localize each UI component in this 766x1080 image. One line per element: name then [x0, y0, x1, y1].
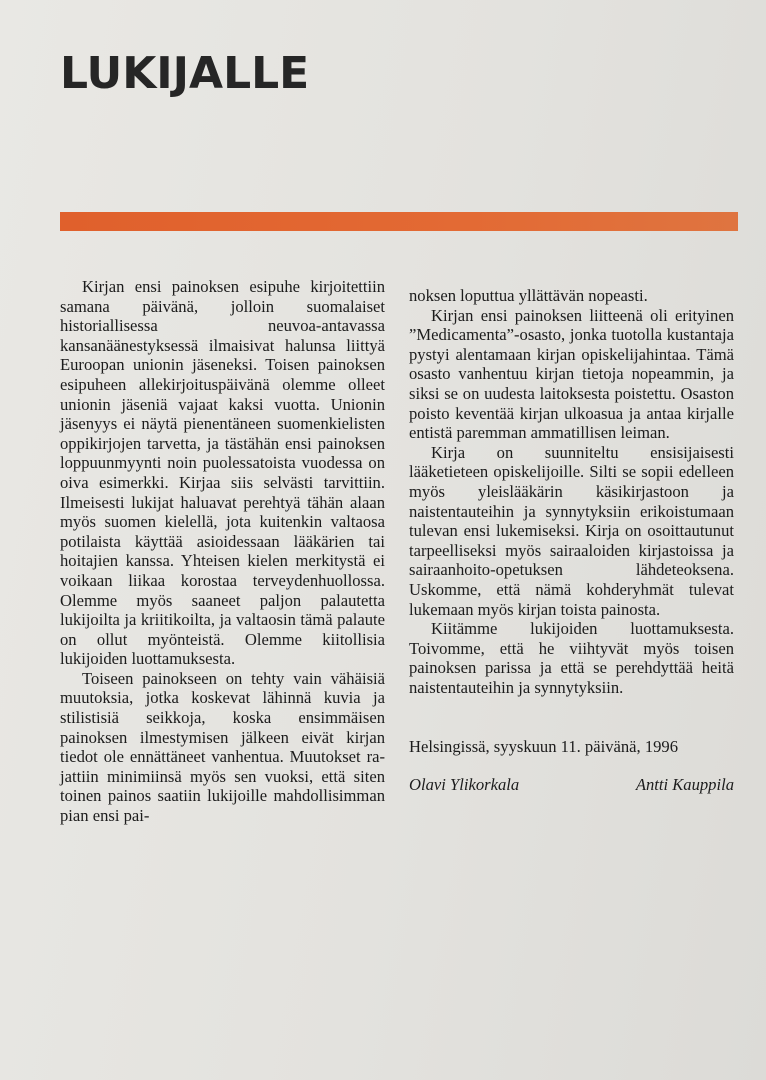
signature-kauppila: Antti Kauppila [635, 775, 734, 795]
right-column [409, 286, 734, 795]
place-and-date: Helsingissä, syyskuun 11. päivänä, 1996 [409, 737, 679, 757]
paragraph-5: Kiitämme lukijoiden luottamuksesta. Toivomme, että he viihtyvät myös toisen painoksen parissa ja että se perehdyttää heitä naistentauteihin ja synnytyksiin. [409, 619, 734, 697]
page-title: LUKIJALLE [60, 48, 310, 99]
signature-ylikorkala: Olavi Ylikorkala [409, 775, 520, 795]
spacer [409, 697, 734, 737]
paragraph-1: Kirjan ensi painoksen esipuhe kirjoitettiin samana päivänä, jolloin suomalaiset historiallisessa neuvoa-antavassa kansanäänestyksessä ilmaisivat halunsa liittyä Euroopan unionin jäseneksi. Toisen painoksen esipuheen allekirjoituspäivänä olemme olleet unionin jäseniä vajaat kaksi vuotta. Unionin jäsenyys ei näytä pienentäneen suomenkielisten oppikirjojen tarvetta, ja tästähän ensi painoksen loppuunmyynti noin puolessatoista vuodessa on oiva esimerkki. Kirjaa siis selvästi tarvittiin. Ilmeisesti lukijat haluavat perehtyä tähän alaan myös suomen kielellä, jota kuitenkin valtaosa potilaista käyttää asioidessaan lääkärien tai hoitajien kanssa. Yhteisen kielen merkitystä ei voikaan liikaa korostaa terveydenhuollossa. Olemme myös saaneet paljon palautetta lukijoilta ja kriitikoilta, ja valtaosin tämä palaute on ollut myönteistä. Olemme kiitollisia lukijoiden luottamuksesta. [60, 277, 385, 669]
left-column [60, 277, 385, 826]
paragraph-2-continued: noksen loputtua yllättävän nopeasti. [409, 286, 648, 305]
paragraph-4: Kirja on suunniteltu ensisijaisesti lääketieteen opiskelijoille. Silti se sopii edelleen myös yleislääkärin käsikirjastoon ja naistentauteihin ja synnytyksiin erikoistumaan tulevan ensi lukemiseksi. Kirja on osoittautunut tarpeelliseksi myös sairaaloiden kirjastoissa ja sairaanhoito-opetuksen lähdeteoksena. Uskomme, että nämä kohderyhmät tulevat lukemaan myös kirjan toista painosta. [409, 442, 734, 619]
signatures [409, 775, 734, 795]
orange-divider-bar [60, 212, 738, 231]
paragraph-3: Kirjan ensi painoksen liitteenä oli erityinen ”Medicamenta”-osasto, jonka tuotolla kustantaja pystyi alentamaan kirjan opiskelijahintaa. Tämä osasto vanhentuu kirjan tietoja nopeammin, ja siksi se on uudesta laitoksesta poistettu. Osaston poisto keventää kirjan ulkoasua ja antaa kirjalle entistä paremman ammatillisen leiman. [409, 305, 734, 443]
paragraph-2: Toiseen painokseen on tehty vain vähäisiä muutoksia, jotka koskevat lähinnä kuvia ja stilistisiä seikkoja, koska ensimmäisen painoksen ilmestymisen jälkeen eivät kirjan tiedot ole ennättäneet vanhentua. Muutokset rajattiin minimiinsä myös sen vuoksi, että siten toinen painos saatiin lukijoille mahdollisimman pian ensi pai- [60, 668, 385, 826]
